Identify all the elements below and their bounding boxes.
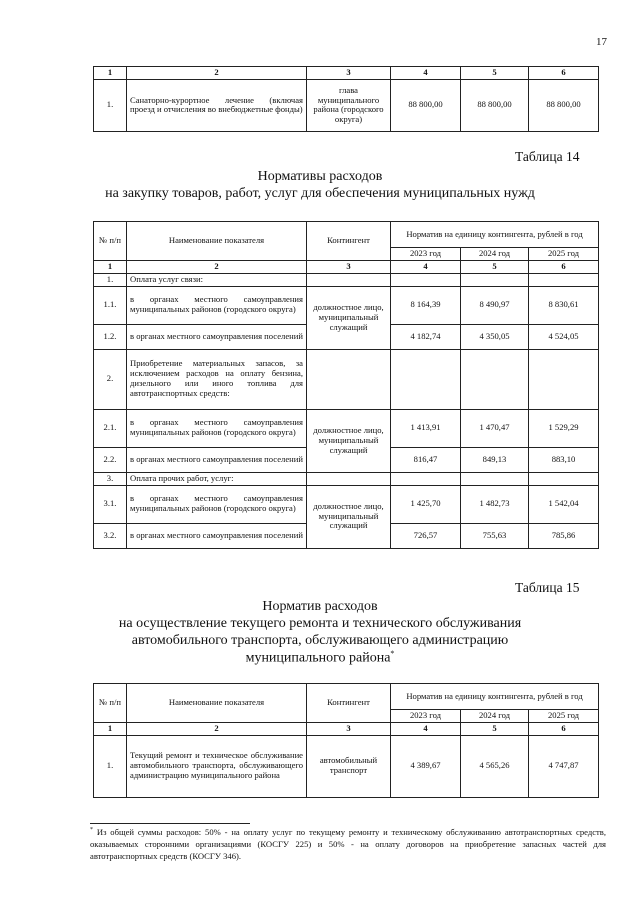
footnote-marker: * [390,649,395,659]
col-num: 5 [461,722,529,735]
row-number: 1. [94,273,127,286]
row-number: 2.1. [94,409,127,447]
value-cell: 1 413,91 [391,409,461,447]
col-num: 3 [307,722,391,735]
row-number: 3.2. [94,523,127,548]
row-name: Санаторно-курортное лечение (включая проезд и отчисления во внебюджетные фонды) [127,79,307,131]
value-cell: 755,63 [461,523,529,548]
row-name: Оплата прочих работ, услуг: [127,472,307,485]
row-number: 1. [94,735,127,797]
value-cell: 4 389,67 [391,735,461,797]
table-15-title [0,598,640,667]
row-contingent: должностное лицо, муниципальный служащий [307,286,391,349]
header-contingent: Контингент [307,222,391,261]
row-number: 2.2. [94,447,127,472]
header-norm: Норматив на единицу контингента, рублей в год [391,222,599,248]
col-num: 4 [391,722,461,735]
col-num: 2 [127,260,307,273]
header-year: 2023 год [391,710,461,723]
empty-cell [529,273,599,286]
row-number: 2. [94,349,127,409]
row-name: Приобретение материальных запасов, за исключением расходов на оплату бензина, дизельного или иного топлива для автотранспортных средств: [127,349,307,409]
title-line: на осуществление текущего ремонта и технического обслуживания [118,616,522,632]
empty-cell [391,273,461,286]
row-name: в органах местного самоуправления муниципальных районов (городского округа) [127,286,307,324]
col-num: 1 [94,67,127,80]
row-contingent: глава муниципального района (городского округа) [307,79,391,131]
value-cell: 8 490,97 [461,286,529,324]
header-year: 2023 год [391,248,461,261]
value-cell: 1 470,47 [461,409,529,447]
value-cell: 4 565,26 [461,735,529,797]
row-number: 3.1. [94,485,127,523]
footnote [90,826,606,863]
title-line [0,649,640,667]
table-15 [93,683,599,798]
col-num: 5 [461,67,529,80]
row-name: в органах местного самоуправления муниципальных районов (городского округа) [127,409,307,447]
value-cell: 88 800,00 [529,79,599,131]
table-row [94,349,599,409]
empty-cell [307,349,391,409]
row-name: Текущий ремонт и техническое обслуживание автомобильного транспорта, обслуживающего администрацию муниципального района [127,735,307,797]
table-row [94,485,599,523]
title-line: Нормативы расходов [257,169,383,184]
title-line: Норматив расходов [262,599,378,614]
row-name: в органах местного самоуправления поселений [127,447,307,472]
row-number: 1. [94,79,127,131]
row-name: в органах местного самоуправления поселений [127,324,307,349]
value-cell: 8 830,61 [529,286,599,324]
value-cell: 1 425,70 [391,485,461,523]
footnote-mark: * [90,827,93,834]
empty-cell [391,472,461,485]
table-row [94,735,599,797]
row-name: в органах местного самоуправления поселений [127,523,307,548]
value-cell: 816,47 [391,447,461,472]
empty-cell [307,273,391,286]
table-14-label: Таблица 14 [515,149,580,164]
table-row [94,286,599,324]
table-row [94,472,599,485]
value-cell: 1 482,73 [461,485,529,523]
col-num: 1 [94,722,127,735]
empty-cell [461,472,529,485]
page-number: 17 [596,36,607,48]
row-number: 1.1. [94,286,127,324]
footnote-separator [90,823,250,824]
table-14 [93,221,599,549]
continuation-table [93,66,599,132]
header-name: Наименование показателя [127,684,307,723]
col-num: 2 [127,722,307,735]
header-year: 2024 год [461,710,529,723]
empty-cell [307,472,391,485]
value-cell: 849,13 [461,447,529,472]
title-line: на закупку товаров, работ, услуг для обеспечения муниципальных нужд [105,186,535,202]
col-num: 3 [307,67,391,80]
empty-cell [529,472,599,485]
table-row [94,79,599,131]
header-num: № п/п [94,222,127,261]
header-contingent: Контингент [307,684,391,723]
title-line-text: муниципального района [245,650,391,666]
row-name: в органах местного самоуправления муниципальных районов (городского округа) [127,485,307,523]
value-cell: 1 542,04 [529,485,599,523]
value-cell: 4 747,87 [529,735,599,797]
empty-cell [461,273,529,286]
table-15-label: Таблица 15 [515,580,580,595]
row-contingent: должностное лицо, муниципальный служащий [307,409,391,472]
value-cell: 4 182,74 [391,324,461,349]
col-num: 6 [529,67,599,80]
row-contingent: автомобильный транспорт [307,735,391,797]
value-cell: 88 800,00 [391,79,461,131]
row-name: Оплата услуг связи: [127,273,307,286]
row-contingent: должностное лицо, муниципальный служащий [307,485,391,548]
row-number: 1.2. [94,324,127,349]
header-name: Наименование показателя [127,222,307,261]
empty-cell [529,349,599,409]
value-cell: 4 524,05 [529,324,599,349]
value-cell: 8 164,39 [391,286,461,324]
value-cell: 4 350,05 [461,324,529,349]
col-num: 3 [307,260,391,273]
title-line: автомобильного транспорта, обслуживающего администрацию [131,633,509,649]
header-year: 2025 год [529,248,599,261]
table-14-title [0,168,640,202]
value-cell: 883,10 [529,447,599,472]
empty-cell [461,349,529,409]
header-norm: Норматив на единицу контингента, рублей в год [391,684,599,710]
header-num: № п/п [94,684,127,723]
table-row [94,409,599,447]
col-num: 2 [127,67,307,80]
header-year: 2024 год [461,248,529,261]
footnote-text: Из общей суммы расходов: 50% - на оплату услуг по текущему ремонту и техническому обслуживанию автотранспортных средств, оказываемых сторонними организациями (КОСГУ 225) и 50% - на оплату договоров на приобретение запасных частей для автотранспортных средств (КОСГУ 346). [90,827,607,862]
header-year: 2025 год [529,710,599,723]
value-cell: 88 800,00 [461,79,529,131]
empty-cell [391,349,461,409]
col-num: 1 [94,260,127,273]
col-num: 5 [461,260,529,273]
value-cell: 785,86 [529,523,599,548]
col-num: 6 [529,260,599,273]
col-num: 4 [391,67,461,80]
value-cell: 726,57 [391,523,461,548]
value-cell: 1 529,29 [529,409,599,447]
col-num: 6 [529,722,599,735]
row-number: 3. [94,472,127,485]
table-row [94,273,599,286]
col-num: 4 [391,260,461,273]
